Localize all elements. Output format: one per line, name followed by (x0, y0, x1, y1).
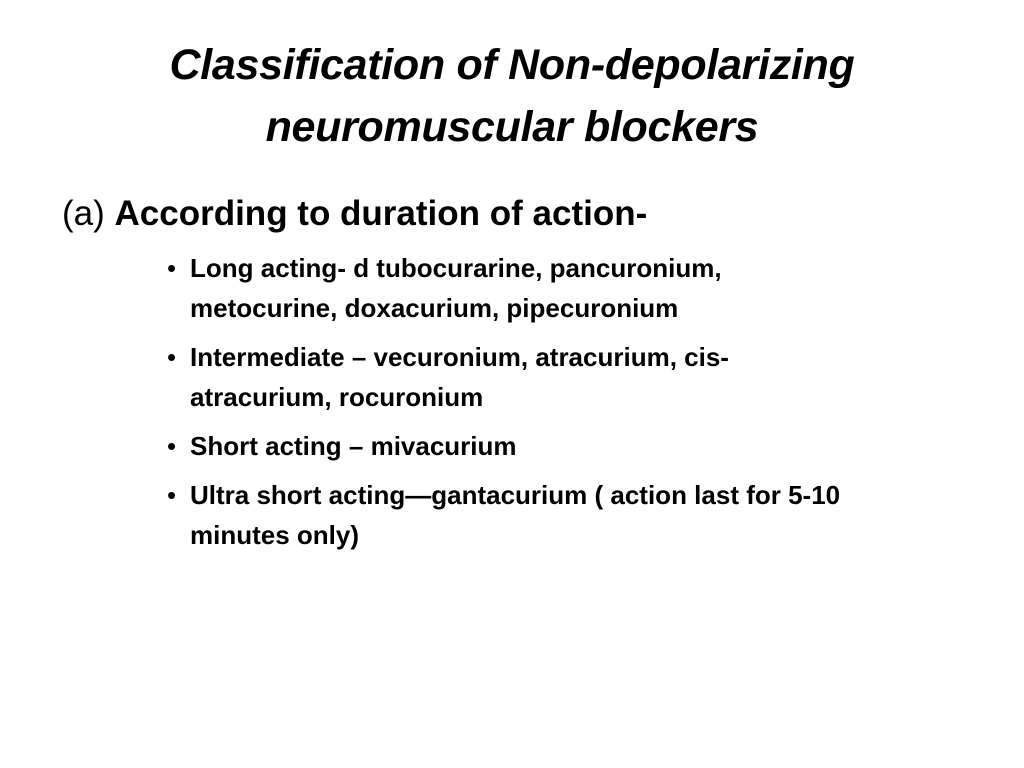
bullet-line: metocurine, doxacurium, pipecuronium (190, 293, 679, 323)
bullet-icon: • (167, 480, 177, 510)
heading-text: According to duration of action- (114, 194, 648, 233)
bullet-list (160, 248, 960, 564)
bullet-item-intermediate (160, 337, 960, 417)
bullet-item-short-acting (160, 426, 960, 466)
section-heading (62, 190, 647, 238)
bullet-icon: • (167, 253, 177, 283)
bullet-line: minutes only) (190, 520, 360, 550)
bullet-line: Intermediate – vecuronium, atracurium, cis- (190, 342, 729, 372)
bullet-line: atracurium, rocuronium (190, 382, 484, 412)
title-line-2: neuromuscular blockers (265, 103, 759, 151)
title-line-1: Classification of Non-depolarizing (169, 41, 855, 89)
bullet-item-long-acting (160, 248, 960, 328)
slide-title (60, 34, 964, 158)
bullet-item-ultra-short-acting (160, 475, 960, 555)
bullet-icon: • (167, 431, 177, 461)
bullet-line: Ultra short acting—gantacurium ( action last for 5-10 (190, 480, 841, 510)
heading-prefix: (a) (62, 194, 115, 233)
bullet-icon: • (167, 342, 177, 372)
bullet-line: Long acting- d tubocurarine, pancuronium, (190, 253, 722, 283)
bullet-line: Short acting – mivacurium (190, 431, 517, 461)
